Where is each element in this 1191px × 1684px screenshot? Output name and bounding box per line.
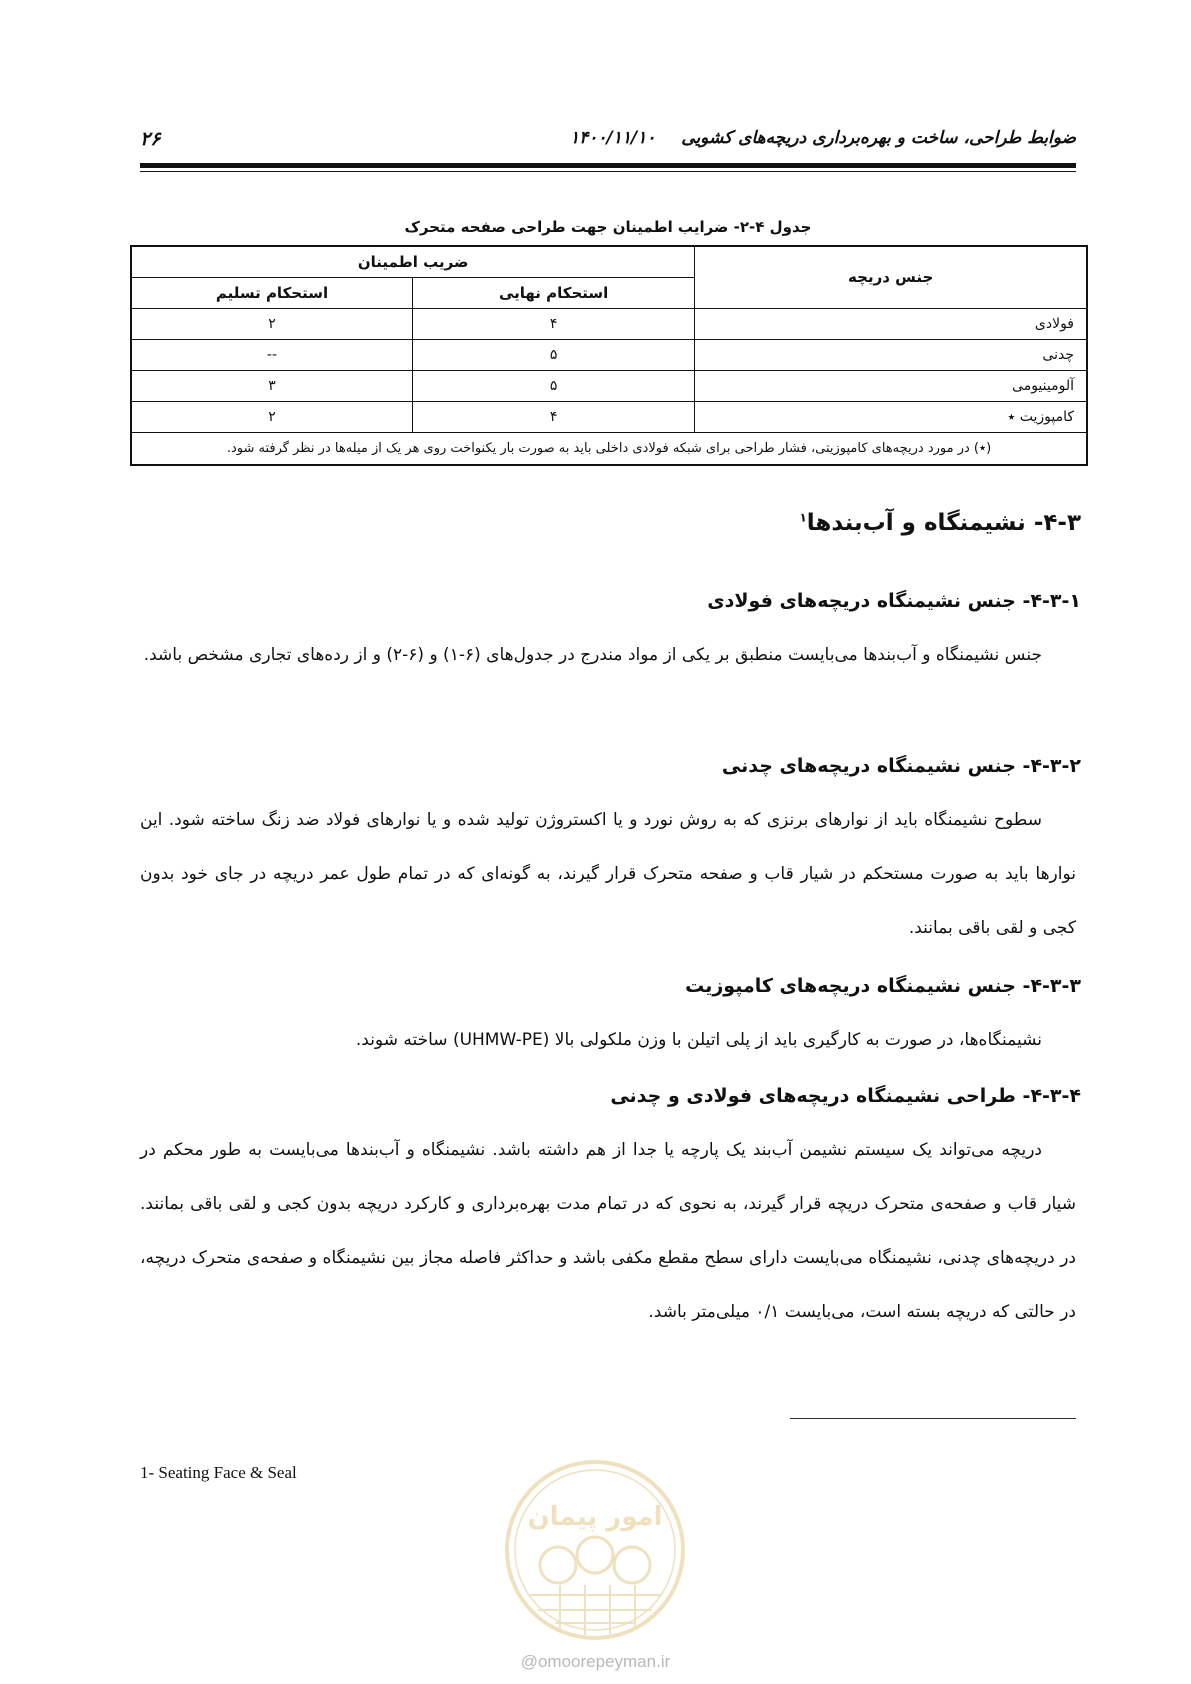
cell-yield: -- [131,339,412,370]
header-rule-thin [140,171,1076,172]
cell-yield: ۲ [131,308,412,339]
footnote-marker: ۱ [799,510,807,525]
cell-yield: ۳ [131,370,412,401]
section-heading-text: ۴-۳- نشیمنگاه و آب‌بندها [806,510,1081,536]
section-heading [799,510,1081,536]
header-ultimate: استحکام نهایی [412,277,694,308]
table-caption: جدول ۴-۲- ضرایب اطمینان جهت طراحی صفحه متحرک [404,218,812,236]
paragraph: جنس نشیمنگاه و آب‌بندها می‌بایست منطبق بر یکی از مواد مندرج در جدول‌های (۶-۱) و (۶-۲) و از رده‌های تجاری مشخص باشد. [143,645,1042,665]
header-material: جنس دریچه [695,246,1087,308]
subsection-heading: ۴-۳-۴- طراحی نشیمنگاه دریچه‌های فولادی و چدنی [610,1085,1081,1107]
running-header [140,128,1076,158]
header-rule-thick [140,163,1076,168]
table-row [131,339,1087,370]
table-note: (٭) در مورد دریچه‌های کامپوزیتی، فشار طراحی برای شبکه فولادی داخلی باید به صورت بار یکنواخت روی هر یک از میله‌ها در نظر گرفته شود. [131,432,1087,465]
footnote-rule [790,1418,1076,1419]
paragraph: نشیمنگاه‌ها، در صورت به کارگیری باید از پلی اتیلن با وزن ملکولی بالا (UHMW-PE) ساخته شوند. [355,1030,1042,1050]
cell-yield: ۲ [131,401,412,432]
cell-ultimate: ۵ [412,339,694,370]
watermark-logo [500,1455,690,1645]
cell-ultimate: ۴ [412,401,694,432]
subsection-heading: ۴-۳-۱- جنس نشیمنگاه دریچه‌های فولادی [707,590,1081,612]
subsection-heading: ۴-۳-۳- جنس نشیمنگاه دریچه‌های کامپوزیت [685,975,1081,997]
cell-material: آلومینیومی [695,370,1087,401]
footnote: 1- Seating Face & Seal [140,1463,297,1482]
header-safety-factor: ضریب اطمینان [131,246,695,277]
header-date: ۱۴۰۰/۱۱/۱۰ [570,128,656,148]
cell-ultimate: ۴ [412,308,694,339]
subsection-heading: ۴-۳-۲- جنس نشیمنگاه دریچه‌های چدنی [721,755,1081,777]
table-row [131,401,1087,432]
header-title: ضوابط طراحی، ساخت و بهره‌برداری دریچه‌های کشویی [681,128,1076,148]
page-number: ۲۶ [140,128,161,150]
watermark-url: @omoorepeyman.ir [520,1652,671,1671]
table-row [131,370,1087,401]
header-yield: استحکام تسلیم [131,277,412,308]
cell-material: فولادی [695,308,1087,339]
table-row [131,308,1087,339]
cell-material: کامپوزیت ٭ [695,401,1087,432]
cell-ultimate: ۵ [412,370,694,401]
cell-material: چدنی [695,339,1087,370]
paragraph: دریچه می‌تواند یک سیستم نشیمن آب‌بند یک پارچه یا جدا از هم داشته باشد. نشیمنگاه و آب‌بندها می‌بایست به طور محکم در شیار قاب و صفحه‌ی متحرک دریچه قرار گیرند، به نحوی که در تمام مدت بهره‌برداری و کارکرد دریچه بدون کجی و لقی باقی بمانند. در دریچه‌های چدنی، نشیمنگاه می‌بایست دارای سطح مقطع مکفی باشد و حداکثر فاصله مجاز بین نشیمنگاه و صفحه‌ی متحرک دریچه، در حالتی که دریچه بسته است، می‌بایست ۰/۱ میلی‌متر باشد. [140,1140,1076,1322]
paragraph: سطوح نشیمنگاه باید از نوارهای برنزی که به روش نورد و یا اکستروژن تولید شده و یا نوارهای فولاد ضد زنگ ساخته شود. این نوارها باید به صورت مستحکم در شیار قاب و صفحه متحرک قرار گیرند، به گونه‌ای که در تمام طول عمر دریچه در جای خود بدون کجی و لقی باقی بمانند. [140,810,1076,938]
watermark-logo-text: امور پیمان [527,1502,663,1532]
safety-factor-table [130,245,1088,466]
